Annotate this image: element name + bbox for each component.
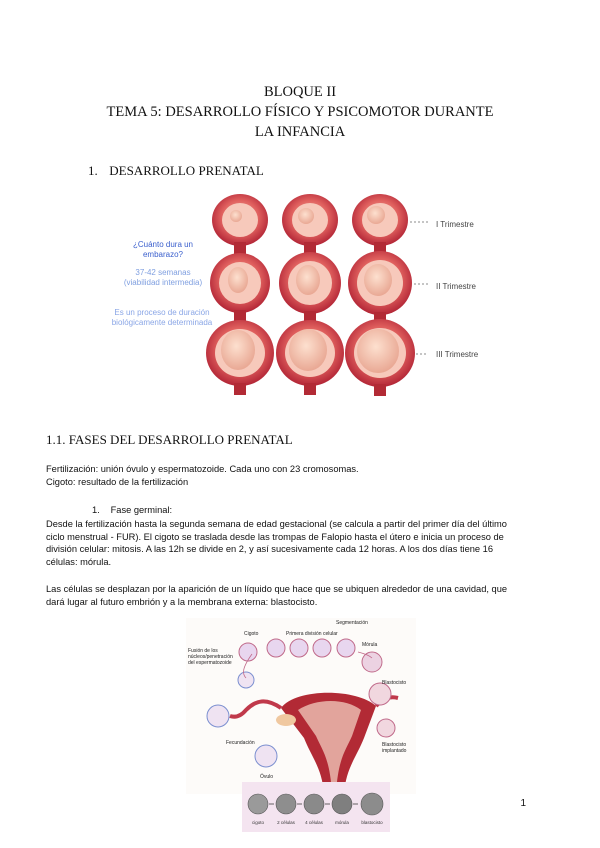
paragraph-line: células: mórula. [46, 556, 112, 567]
paragraph-line: ciclo menstrual - FUR). El cigoto se traslada desde las trompas de Falopio hasta el útero e inicia un proceso de [46, 531, 504, 542]
page-number: 1 [520, 798, 526, 809]
trimester-label-3: III Trimestre [436, 350, 479, 359]
label-ovulo: Óvulo [260, 774, 274, 780]
pregnancy-trimesters-figure [110, 188, 510, 398]
trimester-label-2: II Trimestre [436, 282, 477, 291]
section-number: 1. [88, 163, 98, 178]
label-morula: Mórula [362, 642, 378, 648]
section-heading-1 [88, 163, 264, 179]
label-implantado: Blastocisto implantado [382, 742, 407, 754]
paragraph-line: Desde la fertilización hasta la segunda semana de edad gestacional (se calcula a partir del primer día del último [46, 519, 507, 529]
definition-fertilizacion: Fertilización: unión óvulo y espermatozoide. Cada uno con 23 cromosomas. [46, 464, 359, 474]
fertilization-diagram [186, 618, 416, 794]
trimester-label-1: I Trimestre [436, 220, 474, 229]
duration-weeks: 37-42 semanas (viabilidad intermedia) [123, 268, 203, 287]
label-fecundacion: Fecundación [226, 740, 255, 746]
phase-number: 1. [92, 505, 100, 515]
duration-process: Es un proceso de duración biológicamente determinada [111, 308, 213, 327]
label-cigoto: Cigoto [244, 631, 259, 637]
duration-question: ¿Cuánto dura un embarazo? [132, 240, 194, 259]
section-title: DESARROLLO PRENATAL [109, 163, 264, 178]
paragraph-line: división celular: mitosis. A las 12h se divide en 2, y así sucesivamente cada 12 horas. A los dos días tiene 16 [46, 544, 494, 555]
definition-cigoto: Cigoto: resultado de la fertilización [46, 476, 189, 487]
phase-title: Fase germinal: [110, 505, 173, 515]
paragraph-line: dará lugar al futuro embrión y a la membrana externa: blastocisto. [46, 596, 318, 607]
label-fusion: Fusión de los núcleos/penetración del espermatozoide [188, 648, 233, 666]
womb-row-2 [210, 251, 428, 324]
stage-label-3: 4 células [305, 820, 323, 825]
uterus-illustration [186, 618, 416, 794]
title-line-2: TEMA 5: DESARROLLO FÍSICO Y PSICOMOTOR DURANTE [106, 104, 494, 120]
label-division: Primera división celular [286, 631, 338, 637]
title-line-3: LA INFANCIA [254, 124, 346, 140]
paragraph-blastocisto [46, 583, 558, 608]
womb-row-1 [212, 194, 428, 254]
stage-label-4: mórula [335, 820, 349, 825]
womb-row-3 [206, 319, 428, 396]
paragraph-germinal [46, 518, 558, 568]
paragraph-line: Las células se desplazan por la aparición de un líquido que hace que se ubiquen alrededor de una cavidad, que [46, 584, 508, 594]
definitions-block [46, 463, 558, 488]
cell-division-sequence [242, 782, 390, 832]
label-blastocisto: Blastocisto [382, 680, 407, 686]
label-segmentacion: Segmentación [336, 620, 368, 626]
stage-label-2: 2 células [277, 820, 295, 825]
title-line-1: BLOQUE II [263, 84, 337, 100]
stage-label-1: cigoto [251, 820, 264, 825]
subsection-heading: 1.1. FASES DEL DESARROLLO PRENATAL [46, 432, 293, 447]
stage-label-5: blastocisto [361, 820, 383, 825]
phase-heading [92, 505, 172, 515]
document-title [0, 82, 600, 142]
